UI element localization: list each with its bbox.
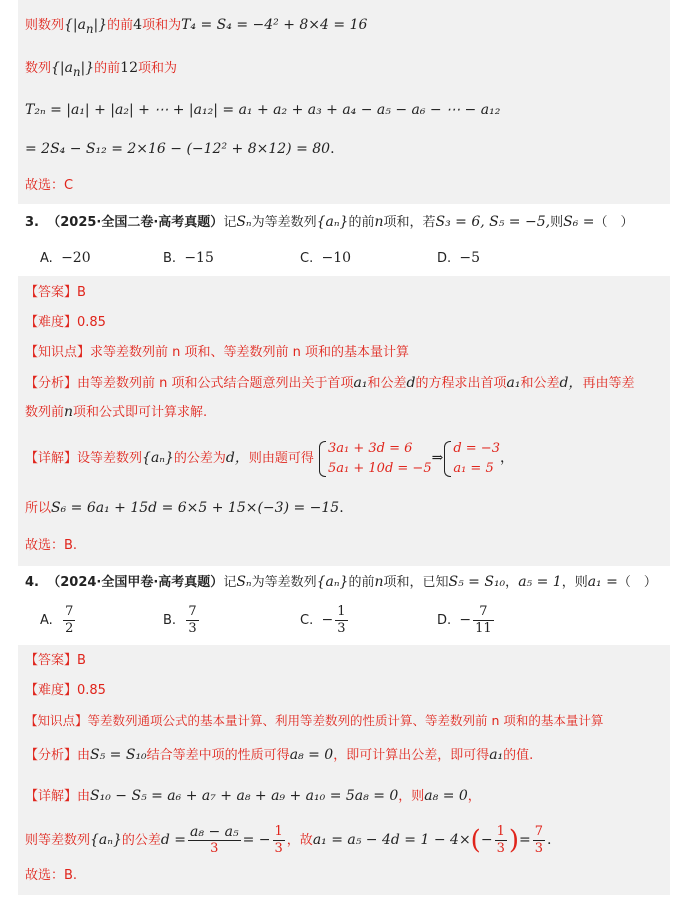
q3-choose: 故选：B. [25,538,78,553]
q3-knowledge: 【知识点】求等差数列前 n 项和、等差数列前 n 项和的基本量计算 [25,345,410,360]
q3-solution-system: d = −3 a₁ = 5 [443,439,500,479]
q3-stem: 3. （2025·全国二卷·高考真题）记Sₙ为等差数列{aₙ}的前n项和，若S₃ = 6, S₅ = −5,则S₆ =（ ） [25,214,634,230]
q4-d-fraction: $\frac{1}{3}$ [274,824,283,856]
prev-choose: 故选：C [25,178,74,193]
q3-option-a[interactable]: A. −20 [40,250,91,266]
q3-so: 所以S₆ = 6a₁ + 15d = 6×5 + 15×(−3) = −15. [25,500,344,516]
q3-option-d[interactable]: D. −5 [437,250,481,266]
q3-option-c[interactable]: C. −10 [300,250,352,266]
q3-difficulty: 【难度】0.85 [25,315,106,330]
q3-answer: 【答案】B [25,285,86,300]
q4-option-b-fraction: $\frac{7}{3}$ [188,604,197,636]
q4-option-c-fraction: $\frac{1}{3}$ [337,604,346,636]
q4-detail-line-1: 【详解】由S₁₀ − S₅ = a₆ + a₇ + a₈ + a₉ + a₁₀ = 5a₈ = 0，则a₈ = 0， [25,788,481,804]
q4-option-a[interactable]: A. $\frac{7}{2}$ [40,604,74,636]
q4-choose: 故选：B. [25,868,78,883]
q4-option-c[interactable]: C. − $\frac{1}{3}$ [300,604,346,636]
prev-line-3: T₂ₙ = |a₁| + |a₂| + ⋯ + |a₁₂| = a₁ + a₂ + a₃ + a₄ − a₅ − a₆ − ⋯ − a₁₂ [25,102,501,118]
q4-knowledge: 【知识点】等差数列通项公式的基本量计算、利用等差数列的性质计算、等差数列前 n 项和的基本量计算 [25,713,604,728]
q4-detail-line-2: 则等差数列{aₙ}的公差d = $\frac{\text{a₈ − a₅}}{3}$ = − $\frac{1}{3}$ ，故a₁ = a₅ − 4d = 1 − 4×(− $\frac{1}{3}$ )= $\frac{7}{3}$ . [25,824,552,856]
q4-option-b[interactable]: B. $\frac{7}{3}$ [163,604,197,636]
q4-neg-third-fraction: $\frac{1}{3}$ [496,824,505,856]
q4-analysis: 【分析】由S₅ = S₁₀结合等差中项的性质可得a₈ = 0，即可计算出公差，即可得a₁的值. [25,747,534,763]
prev-line-4: = 2S₄ − S₁₂ = 2×16 − (−12² + 8×12) = 80. [25,141,335,157]
q3-detail: 【详解】设等差数列{aₙ}的公差为d，则由题可得 3a₁ + 3d = 6 5a₁ + 10d = −5 ⇒ d = −3 a₁ = 5 ， [25,436,514,481]
q4-option-a-fraction: $\frac{7}{2}$ [65,604,74,636]
q4-option-d[interactable]: D. − $\frac{7}{11}$ [437,604,492,636]
q3-analysis-line-1: 【分析】由等差数列前 n 项和公式结合题意列出关于首项a₁和公差d的方程求出首项a₁和公差d，再由等差 [25,375,635,391]
q4-option-d-fraction: $\frac{7}{11}$ [475,604,492,636]
q4-diff-fraction: $\frac{\text{a₈ − a₅}}{3}$ [190,824,239,856]
q3-equation-system: 3a₁ + 3d = 6 5a₁ + 10d = −5 [318,439,432,479]
prev-line-2: 数列$\{|a_n|\}$的前12项和为 [25,60,177,79]
q3-option-b[interactable]: B. −15 [163,250,214,266]
q4-stem: 4. （2024·全国甲卷·高考真题）记Sₙ为等差数列{aₙ}的前n项和，已知S₅ = S₁₀，a₅ = 1，则a₁ =（ ） [25,574,657,590]
prev-line-1-math: T₄ = S₄ = −4² + 8×4 = 16 [181,17,368,33]
q4-difficulty: 【难度】0.85 [25,683,106,698]
q4-result-fraction: $\frac{7}{3}$ [534,824,544,856]
q4-answer: 【答案】B [25,653,86,668]
prev-line-1: 则数列$\{|a_n|\}$的前4项和为T₄ = S₄ = −4² + 8×4 = 16 [25,17,368,36]
q3-analysis-line-2: 数列前n项和公式即可计算求解. [25,404,208,420]
